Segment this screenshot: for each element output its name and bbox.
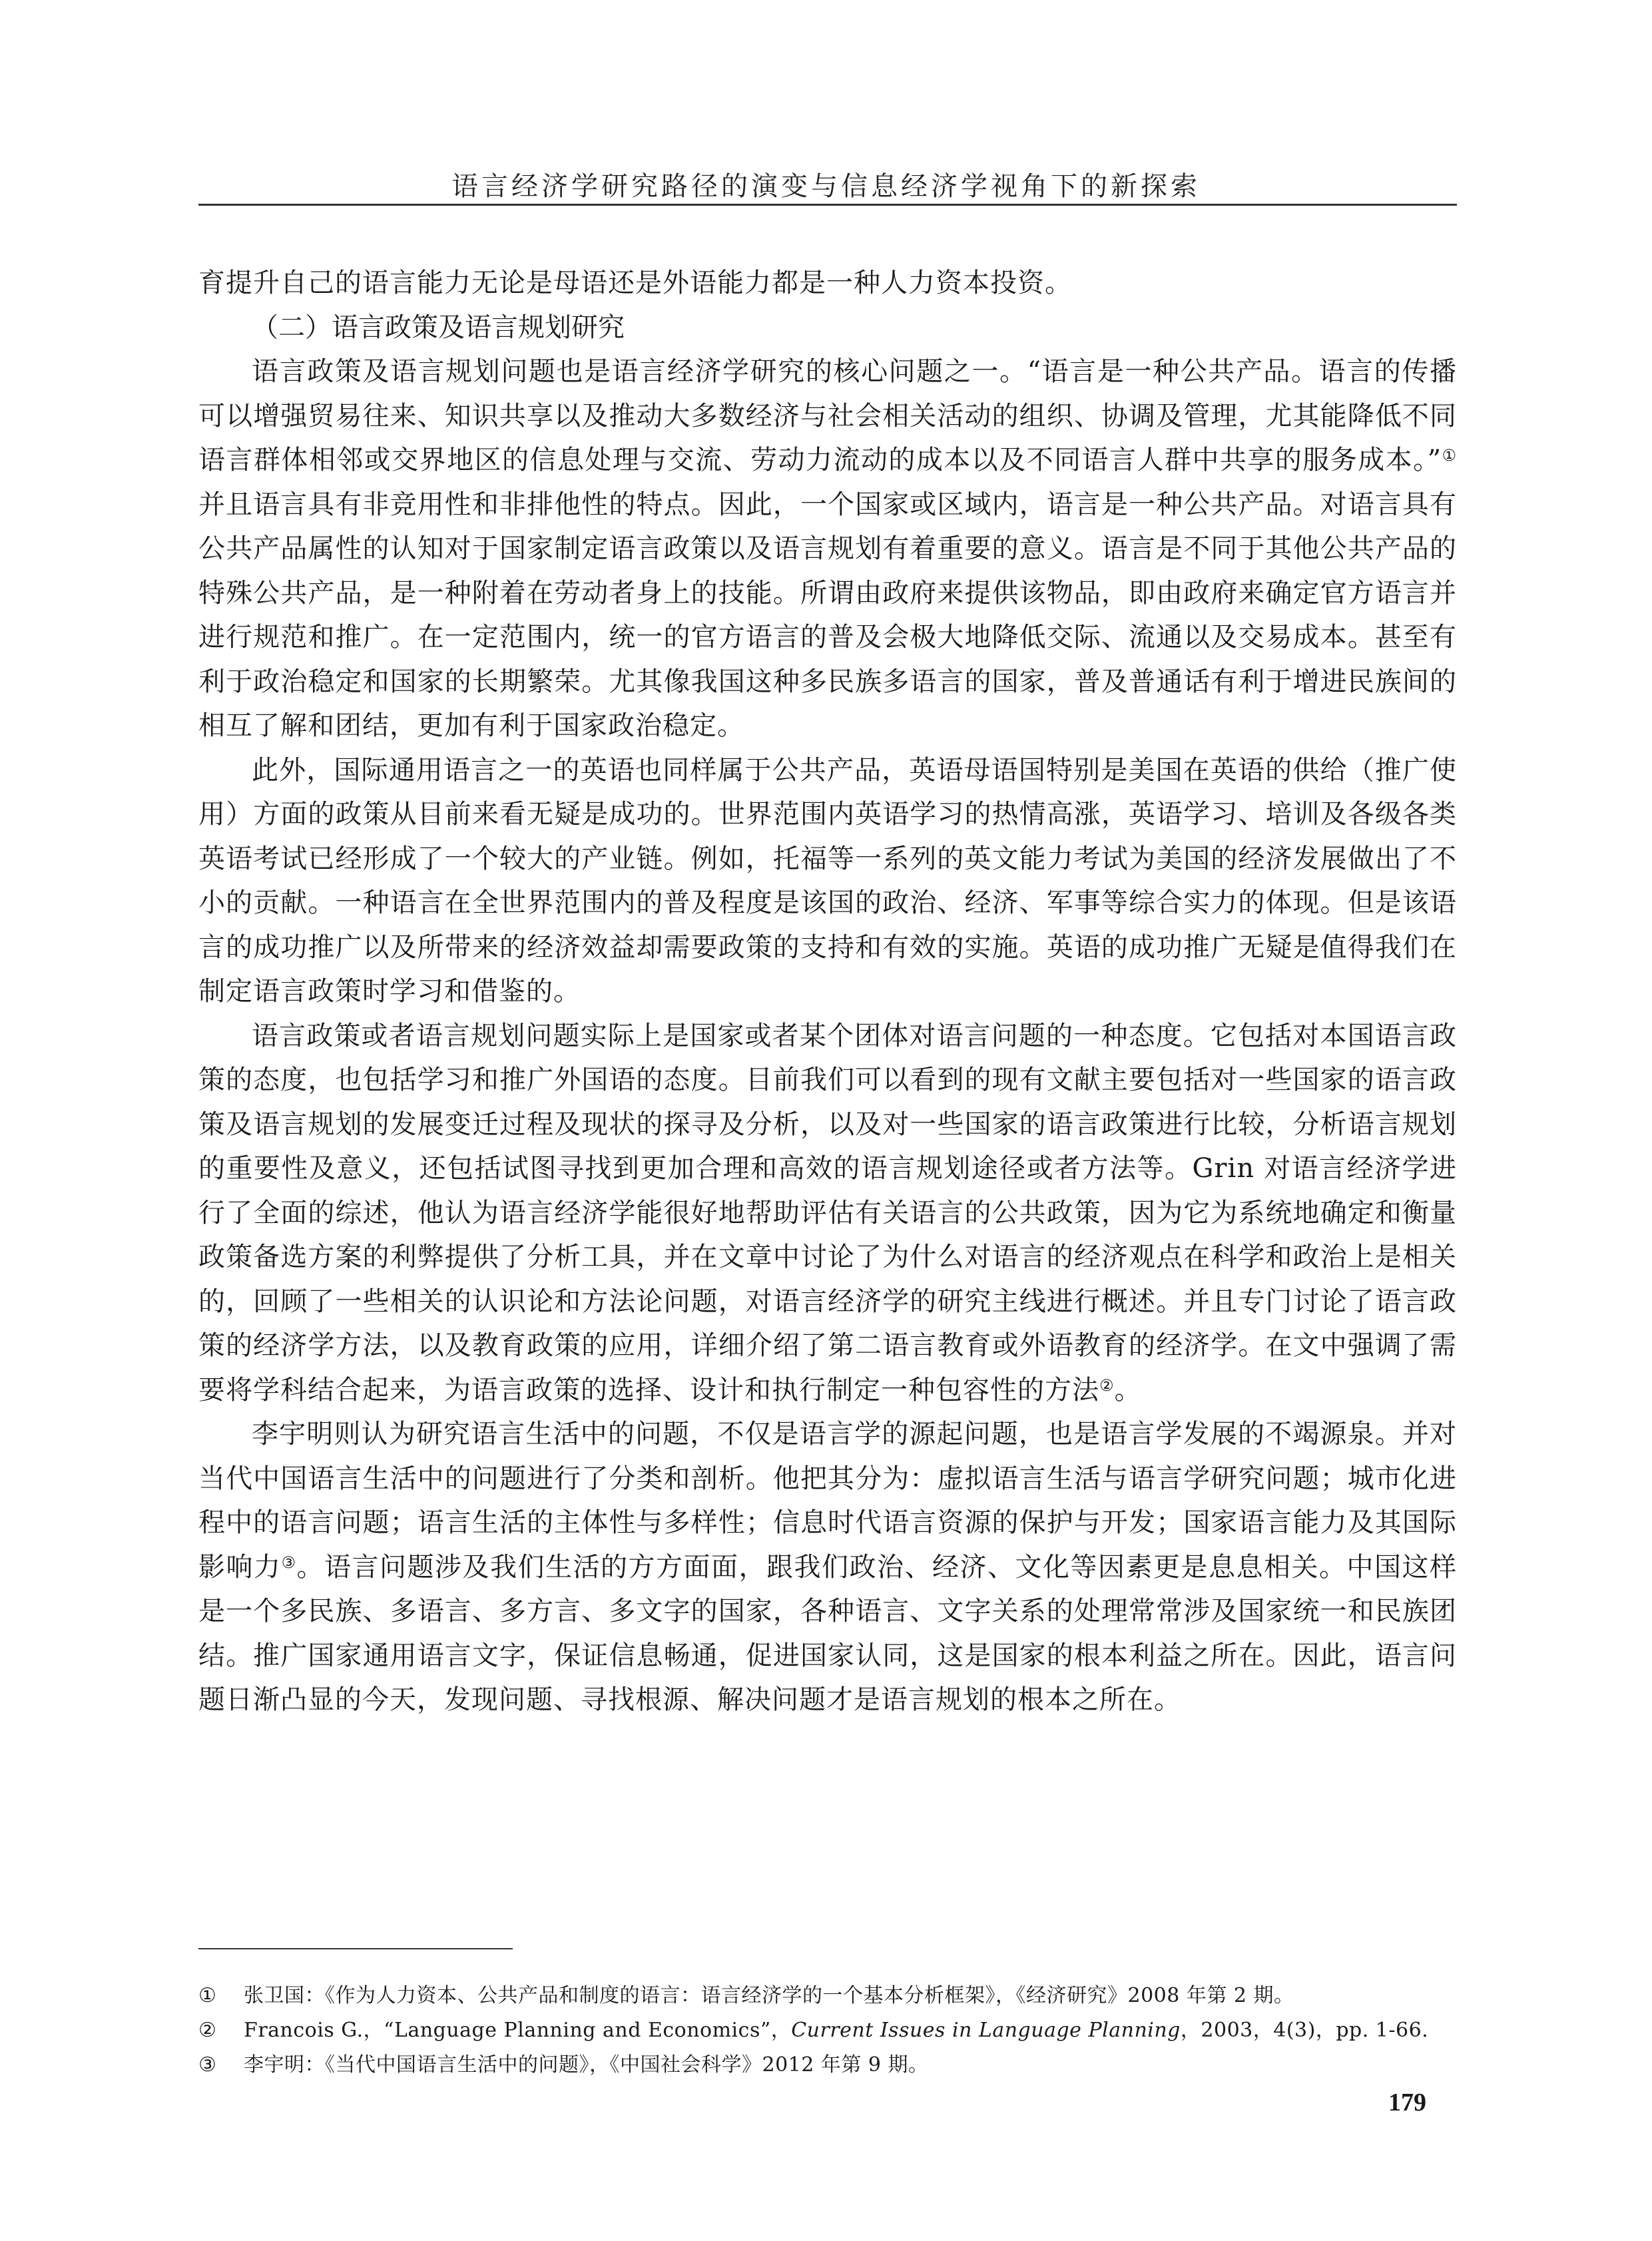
paragraph-policy-attitude [198, 1014, 1457, 1413]
page-number: 179 [1388, 2089, 1426, 2116]
footnote-text [244, 2013, 1428, 2048]
footnote-2 [198, 2013, 1457, 2048]
paragraph-public-good [198, 350, 1457, 748]
footnote-citation: Francois G.，“Language Planning and Economics”， [244, 2019, 792, 2042]
running-header: 语言经济学研究路径的演变与信息经济学视角下的新探索 [451, 171, 1201, 202]
paragraph-li-yuming [198, 1412, 1457, 1722]
paragraph-text: 语言政策及语言规划问题也是语言经济学研究的核心问题之一。“语言是一种公共产品。语言的传播可以增强贸易往来、知识共享以及推动大多数经济与社会相关活动的组织、协调及管理，尤其能降低不同语言群体相邻或交界地区的信息处理与交流、劳动力流动的成本以及不同语言人群中共享的服务成本。” [198, 356, 1457, 475]
header-divider [198, 204, 1457, 206]
footnote-divider [198, 1948, 513, 1949]
section-heading: （二）语言政策及语言规划研究 [252, 312, 625, 343]
footnote-ref-1[interactable]: ① [1442, 446, 1458, 465]
article-body [198, 261, 1457, 1722]
paragraph-text: 并且语言具有非竞用性和非排他性的特点。因此，一个国家或区域内，语言是一种公共产品。对语言具有公共产品属性的认知对于国家制定语言政策以及语言规划有着重要的意义。语言是不同于其他公共产品的特殊公共产品，是一种附着在劳动者身上的技能。所谓由政府来提供该物品，即由政府来确定官方语言并进行规范和推广。在一定范围内，统一的官方语言的普及会极大地降低交际、流通以及交易成本。甚至有利于政治稳定和国家的长期繁荣。尤其像我国这种多民族多语言的国家，普及普通话有利于增进民族间的相互了解和团结，更加有利于国家政治稳定。 [198, 489, 1457, 741]
footnote-journal-title: Current Issues in Language Planning [791, 2019, 1181, 2042]
footnote-mark: ③ [198, 2053, 216, 2077]
paragraph-text: 。语言问题涉及我们生活的方方面面，跟我们政治、经济、文化等因素更是息息相关。中国这样是一个多民族、多语言、多方言、多文字的国家，各种语言、文字关系的处理常常涉及国家统一和民族团结。推广国家通用语言文字，保证信息畅通，促进国家认同，这是国家的根本利益之所在。因此，语言问题日渐凸显的今天，发现问题、寻找根源、解决问题才是语言规划的根本之所在。 [198, 1551, 1458, 1715]
footnote-3 [198, 2048, 1457, 2083]
footnote-mark: ① [198, 1984, 216, 2007]
footnote-ref-3[interactable]: ③ [281, 1553, 297, 1572]
footnote-ref-2[interactable]: ② [1099, 1375, 1115, 1395]
footnotes [198, 1979, 1457, 2083]
paragraph-text: 。 [1114, 1374, 1142, 1405]
footnote-citation-end: ，2003，4(3)，pp. 1-66. [1180, 2019, 1429, 2042]
footnote-text: 张卫国：《作为人力资本、公共产品和制度的语言：语言经济学的一个基本分析框架》，《经济研究》2008 年第 2 期。 [244, 1984, 1294, 2007]
footnote-text: 李宇明：《当代中国语言生活中的问题》，《中国社会科学》2012 年第 9 期。 [244, 2053, 929, 2077]
paragraph-text: 李宇明则认为研究语言生活中的问题，不仅是语言学的源起问题，也是语言学发展的不竭源泉。并对当代中国语言生活中的问题进行了分类和剖析。他把其分为：虚拟语言生活与语言学研究问题；城市化进程中的语言问题；语言生活的主体性与多样性；信息时代语言资源的保护与开发；国家语言能力及其国际影响力 [198, 1419, 1457, 1583]
footnote-1 [198, 1979, 1457, 2013]
continuation-paragraph: 育提升自己的语言能力无论是母语还是外语能力都是一种人力资本投资。 [198, 268, 1072, 298]
paragraph-text: 语言政策或者语言规划问题实际上是国家或者某个团体对语言问题的一种态度。它包括对本国语言政策的态度，也包括学习和推广外国语的态度。目前我们可以看到的现有文献主要包括对一些国家的语言政策及语言规划的发展变迁过程及现状的探寻及分析，以及对一些国家的语言政策进行比较，分析语言规划的重要性及意义，还包括试图寻找到更加合理和高效的语言规划途径或者方法等。Grin 对语言经济学进行了全面的综述，他认为语言经济学能很好地帮助评估有关语言的公共政策，因为它为系统地确定和衡量政策备选方案的利弊提供了分析工具，并在文章中讨论了为什么对语言的经济观点在科学和政治上是相关的，回顾了一些相关的认识论和方法论问题，对语言经济学的研究主线进行概述。并且专门讨论了语言政策的经济学方法，以及教育政策的应用，详细介绍了第二语言教育或外语教育的经济学。在文中强调了需要将学科结合起来，为语言政策的选择、设计和执行制定一种包容性的方法 [198, 1020, 1457, 1405]
footnote-mark: ② [198, 2019, 216, 2042]
paragraph-english: 此外，国际通用语言之一的英语也同样属于公共产品，英语母语国特别是美国在英语的供给（推广使用）方面的政策从目前来看无疑是成功的。世界范围内英语学习的热情高涨，英语学习、培训及各级各类英语考试已经形成了一个较大的产业链。例如，托福等一系列的英文能力考试为美国的经济发展做出了不小的贡献。一种语言在全世界范围内的普及程度是该国的政治、经济、军事等综合实力的体现。但是该语言的成功推广以及所带来的经济效益却需要政策的支持和有效的实施。英语的成功推广无疑是值得我们在制定语言政策时学习和借鉴的。 [198, 754, 1457, 1007]
